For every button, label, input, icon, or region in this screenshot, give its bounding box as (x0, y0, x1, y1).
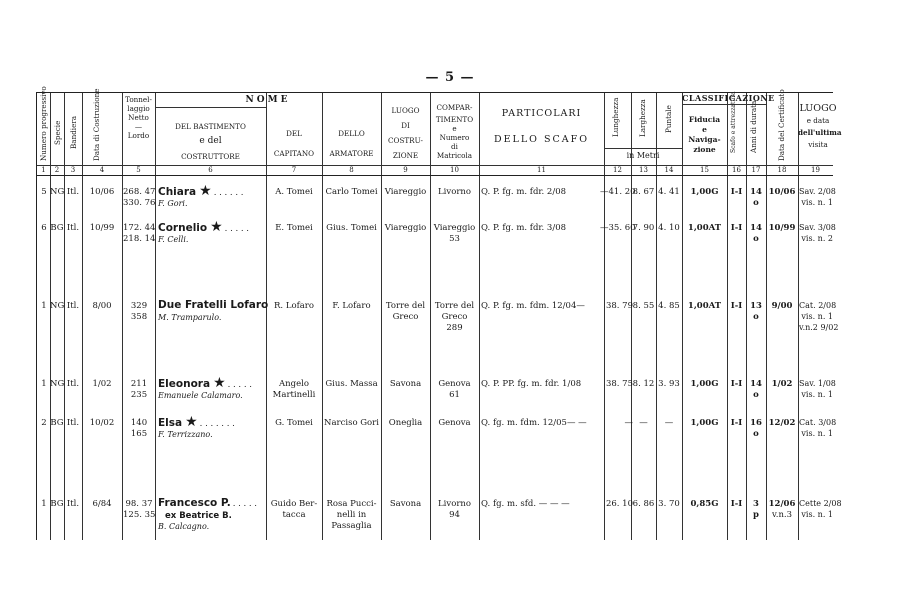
row-compartimento: 53 (449, 234, 460, 244)
row-visita: vis. n. 1 (801, 390, 833, 399)
row-armatore: Gius. Massa (325, 379, 378, 389)
row-num: 5 (41, 187, 47, 197)
col-num: 11 (537, 166, 546, 174)
col-num: 8 (349, 166, 354, 174)
row-num: 1 (41, 301, 47, 311)
row-fiducia: 1,00AT (687, 223, 722, 233)
row-tonn-lordo: 330. 76 (123, 198, 156, 208)
row-lunghezza: —35. 60 (600, 223, 636, 233)
row-scafo: I-I (730, 301, 743, 311)
row-lunghezza: — (624, 418, 633, 428)
row-data-costruzione: 10/02 (89, 418, 115, 428)
row-armatore: Narciso Gori (324, 418, 379, 428)
row-particolari: Q. P. fg. m. fdm. 12/04— (481, 301, 585, 311)
col-num: 9 (403, 166, 408, 174)
row-scafo: I-I (730, 418, 743, 428)
star-icon: ★ (210, 219, 223, 235)
row-visita: Sav. 1/08 (799, 379, 836, 388)
ship-builder: Emanuele Calamaro. (158, 391, 243, 400)
row-anni: o (753, 429, 759, 439)
row-armatore: Gius. Tomei (326, 223, 377, 233)
row-anni: p (753, 510, 759, 520)
leader-dots: . . . . . . (213, 188, 244, 198)
row-specie: BG (50, 418, 64, 428)
row-scafo: I-I (730, 223, 743, 233)
header-data-costruzione: Data di Costruzione (92, 88, 101, 161)
row-visita: vis. n. 1 (801, 198, 833, 207)
row-compartimento: Torre del (434, 301, 475, 311)
header-luogo-data-visita: LUOGO e data dell'ultima visita (798, 103, 842, 149)
row-puntale: 4. 41 (658, 187, 680, 197)
header-capitano: DEL CAPITANO (273, 129, 315, 158)
ship-register-table (36, 86, 842, 540)
row-data-costruzione: 10/06 (89, 187, 115, 197)
leader-dots: . . . . . (227, 380, 252, 390)
header-fiducia: Fiducia e Naviga- zione (688, 115, 721, 154)
row-data-certificato: 12/06 (768, 499, 796, 509)
row-capitano: R. Lofaro (274, 301, 314, 311)
row-tonn-netto: 329 (130, 301, 148, 311)
row-visita: Cat. 2/08 (799, 301, 837, 310)
col-num: 1 (41, 166, 46, 174)
row-puntale: 3. 70 (658, 499, 680, 509)
col-num: 13 (639, 166, 648, 174)
row-visita: Sav. 3/08 (799, 223, 836, 232)
row-compartimento: 94 (449, 510, 460, 520)
row-anni: 16 (750, 418, 762, 428)
col-num: 4 (99, 166, 105, 174)
row-num: 2 (41, 418, 47, 428)
leader-dots: . . . . . (224, 224, 249, 234)
ship-builder: F. Celli. (158, 235, 189, 244)
row-data-costruzione: 8/00 (92, 301, 112, 311)
header-specie: Specie (53, 120, 62, 145)
row-ship-name-line (158, 414, 235, 430)
row-luogo: Viareggio (384, 187, 427, 197)
row-puntale: 4. 85 (658, 301, 680, 311)
row-puntale: 4. 10 (658, 223, 680, 233)
star-icon: ★ (213, 375, 226, 391)
row-anni: o (753, 234, 759, 244)
leader-dots: . . . . . . . (199, 419, 235, 429)
row-fiducia: 1,00G (690, 187, 719, 197)
row-larghezza: 8. 55 (632, 301, 655, 311)
col-num: 18 (777, 166, 787, 174)
row-larghezza: 6. 86 (632, 499, 655, 509)
row-larghezza: 8. 12 (632, 379, 655, 389)
header-particolari: PARTICOLARI (501, 108, 582, 119)
row-data-certificato: 1/02 (771, 379, 793, 389)
row-puntale: — (664, 418, 674, 428)
ship-name: Eleonora (158, 378, 211, 390)
header-bastimento: DEL BASTIMENTO e del COSTRUTTORE (175, 122, 246, 161)
col-num: 19 (811, 166, 820, 174)
row-fiducia: 1,00G (690, 379, 719, 389)
row-anni: 14 (750, 223, 762, 233)
row-lunghezza: 38. 79 (605, 301, 633, 311)
row-luogo: Savona (389, 499, 422, 509)
row-tonn-netto: 98. 37 (125, 499, 153, 509)
row-data-certificato: 12/02 (768, 418, 796, 428)
row-data-certificato: 10/99 (768, 223, 796, 233)
row-visita: vis. n. 1 (801, 429, 833, 438)
row-data-costruzione: 1/02 (92, 379, 112, 389)
row-anni: o (753, 312, 759, 322)
row-luogo: Savona (389, 379, 422, 389)
header-larghezza: Larghezza (638, 99, 647, 137)
col-num: 5 (136, 166, 141, 174)
page-number: — 5 — (425, 70, 475, 85)
row-scafo: I-I (730, 187, 743, 197)
row-particolari: Q. P. fg. m. fdr. 2/08 (481, 187, 567, 197)
row-capitano: G. Tomei (275, 418, 313, 428)
row-particolari: Q. P. PP. fg. m. fdr. 1/08 (481, 379, 582, 389)
row-ship-name-line (158, 219, 249, 235)
ship-builder: F. Terrizzano. (158, 430, 213, 439)
row-capitano: E. Tomei (275, 223, 313, 233)
row-compartimento: Genova (438, 379, 471, 389)
row-capitano: Angelo (279, 379, 309, 389)
header-classificazione: CLASSIFICAZIONE (682, 93, 775, 103)
row-luogo: Torre del (385, 301, 426, 311)
header-numero-progressivo: Numero progressivo (39, 86, 48, 161)
row-armatore: F. Lofaro (332, 301, 371, 311)
row-bandiera: Itl. (66, 418, 80, 428)
row-data-costruzione: 10/99 (89, 223, 115, 233)
row-luogo: Viareggio (384, 223, 427, 233)
row-visita: Sav. 2/08 (799, 187, 836, 196)
ship-name: Cornelio (158, 222, 208, 234)
row-tonn-lordo: 218. 14 (123, 234, 156, 244)
row-luogo: Oneglia (388, 418, 423, 428)
row-tonn-netto: 172. 44 (123, 223, 156, 233)
row-anni: o (753, 390, 759, 400)
row-particolari: Q. fg. m. sfd. — — — (481, 499, 570, 509)
row-bandiera: Itl. (66, 223, 80, 233)
col-num: 7 (291, 166, 297, 174)
col-num: 17 (751, 166, 761, 174)
row-bandiera: Itl. (66, 187, 80, 197)
row-specie: NG (50, 379, 65, 389)
row-specie: BG (50, 499, 64, 509)
ship-name: Chiara (158, 186, 197, 198)
col-num: 15 (700, 166, 709, 174)
row-bandiera: Itl. (66, 499, 80, 509)
row-larghezza: — (639, 418, 648, 428)
header-dello-scafo: DELLO SCAFO (494, 134, 589, 145)
row-num: 6 (41, 223, 47, 233)
row-scafo: I-I (730, 499, 743, 509)
row-visita: Cette 2/08 (799, 499, 842, 508)
row-armatore: Carlo Tomei (325, 187, 378, 197)
row-larghezza: 7. 90 (632, 223, 655, 233)
row-visita: v.n.2 9/02 (799, 323, 839, 332)
row-capitano: Martinelli (272, 390, 316, 400)
col-num: 14 (664, 166, 674, 174)
row-fiducia: 1,00G (690, 418, 719, 428)
col-num: 3 (70, 166, 76, 174)
row-compartimento: Genova (438, 418, 471, 428)
row-fiducia: 0,85G (690, 499, 719, 509)
header-lunghezza: Lunghezza (611, 97, 620, 137)
header-anni-durata: Anni di durata (749, 100, 758, 153)
row-ship-name-line (158, 300, 268, 311)
header-scafo: Scafo e attrezzatura (730, 91, 737, 153)
header-luogo-costruzione: LUOGO DI COSTRU- ZIONE (388, 106, 423, 160)
row-ship-name-line (158, 375, 252, 391)
header-bandiera: Bandiera (69, 115, 78, 149)
row-tonn-netto: 211 (130, 379, 148, 389)
ship-name: Francesco P. (158, 497, 231, 509)
row-specie: NG (50, 187, 65, 197)
row-anni: 14 (750, 187, 762, 197)
row-compartimento: 289 (446, 323, 463, 333)
row-data-certificato: 9/00 (771, 301, 793, 311)
row-fiducia: 1,00AT (687, 301, 722, 311)
col-num: 6 (208, 166, 213, 174)
row-lunghezza: —41. 20 (600, 187, 636, 197)
row-num: 1 (41, 499, 47, 509)
row-compartimento: Livorno (438, 499, 471, 509)
row-armatore: nelli in (336, 510, 367, 520)
row-bandiera: Itl. (66, 301, 80, 311)
row-puntale: 3. 93 (658, 379, 680, 389)
row-larghezza: 8. 67 (632, 187, 655, 197)
row-capitano: tacca (282, 510, 306, 520)
star-icon: ★ (185, 414, 198, 430)
header-data-certificato: Data del Certificato (777, 89, 786, 161)
row-tonn-lordo: 358 (130, 312, 148, 322)
row-data-certificato: 10/06 (768, 187, 796, 197)
row-tonn-lordo: 235 (130, 390, 148, 400)
row-specie: NG (50, 301, 65, 311)
row-tonn-netto: 268. 47 (123, 187, 156, 197)
row-ship-name-line (158, 183, 244, 199)
row-data-certificato-2: v.n.3 (771, 510, 793, 520)
row-capitano: Guido Ber- (270, 499, 318, 509)
row-tonn-lordo: 125. 35 (123, 510, 156, 520)
row-tonn-lordo: 165 (130, 429, 148, 439)
row-compartimento: Livorno (438, 187, 471, 197)
row-lunghezza: 26. 10 (605, 499, 633, 509)
ship-builder: B. Calcagno. (158, 522, 210, 531)
row-particolari: Q. fg. m. fdm. 12/05— — (481, 418, 587, 428)
row-scafo: I-I (730, 379, 743, 389)
row-anni: o (753, 198, 759, 208)
row-visita: Cat. 3/08 (799, 418, 837, 427)
row-visita: vis. n. 1 (801, 510, 833, 519)
ship-builder: F. Gori. (158, 199, 188, 208)
header-compartimento: COMPAR- TIMENTO e Numero di Matricola (435, 103, 474, 160)
header-armatore: DELLO ARMATORE (329, 129, 374, 158)
row-tonn-netto: 140 (130, 418, 148, 428)
col-num: 10 (450, 166, 459, 174)
row-anni: 14 (750, 379, 762, 389)
row-data-costruzione: 6/84 (92, 499, 112, 509)
row-luogo: Greco (392, 312, 419, 322)
row-compartimento: Viareggio (433, 223, 476, 233)
row-specie: BG (50, 223, 64, 233)
row-particolari: Q. P. fg. m. fdr. 3/08 (481, 223, 567, 233)
col-num: 16 (732, 166, 741, 174)
row-compartimento: 61 (449, 390, 460, 400)
row-armatore: Rosa Pucci- (326, 499, 377, 509)
row-anni: 3 (753, 499, 759, 509)
row-compartimento: Greco (441, 312, 468, 322)
header-in-metri: in Metri (626, 151, 660, 160)
row-num: 1 (41, 379, 47, 389)
leader-dots: . . . . . (232, 499, 258, 509)
header-tonnellaggio: Tonnel- laggio Netto — Lordo (125, 95, 152, 140)
col-num: 2 (54, 166, 60, 174)
row-bandiera: Itl. (66, 379, 80, 389)
header-puntale: Puntale (664, 105, 673, 133)
row-lunghezza: 38. 75 (605, 379, 633, 389)
ship-name: Elsa (158, 417, 183, 429)
ship-name: Due Fratelli Lofaro (158, 299, 269, 311)
ship-builder: M. Tramparulo. (158, 313, 222, 322)
star-icon: ★ (199, 183, 212, 199)
row-ship-name-line (158, 498, 257, 509)
row-anni: 13 (750, 301, 762, 311)
row-capitano: A. Tomei (275, 187, 313, 197)
col-num: 12 (613, 166, 622, 174)
ship-former-name: ex Beatrice B. (165, 511, 232, 521)
row-visita: vis. n. 1 (801, 312, 833, 321)
row-armatore: Passaglia (331, 521, 372, 531)
row-visita: vis. n. 2 (801, 234, 833, 243)
header-nome: NOME (245, 95, 291, 105)
